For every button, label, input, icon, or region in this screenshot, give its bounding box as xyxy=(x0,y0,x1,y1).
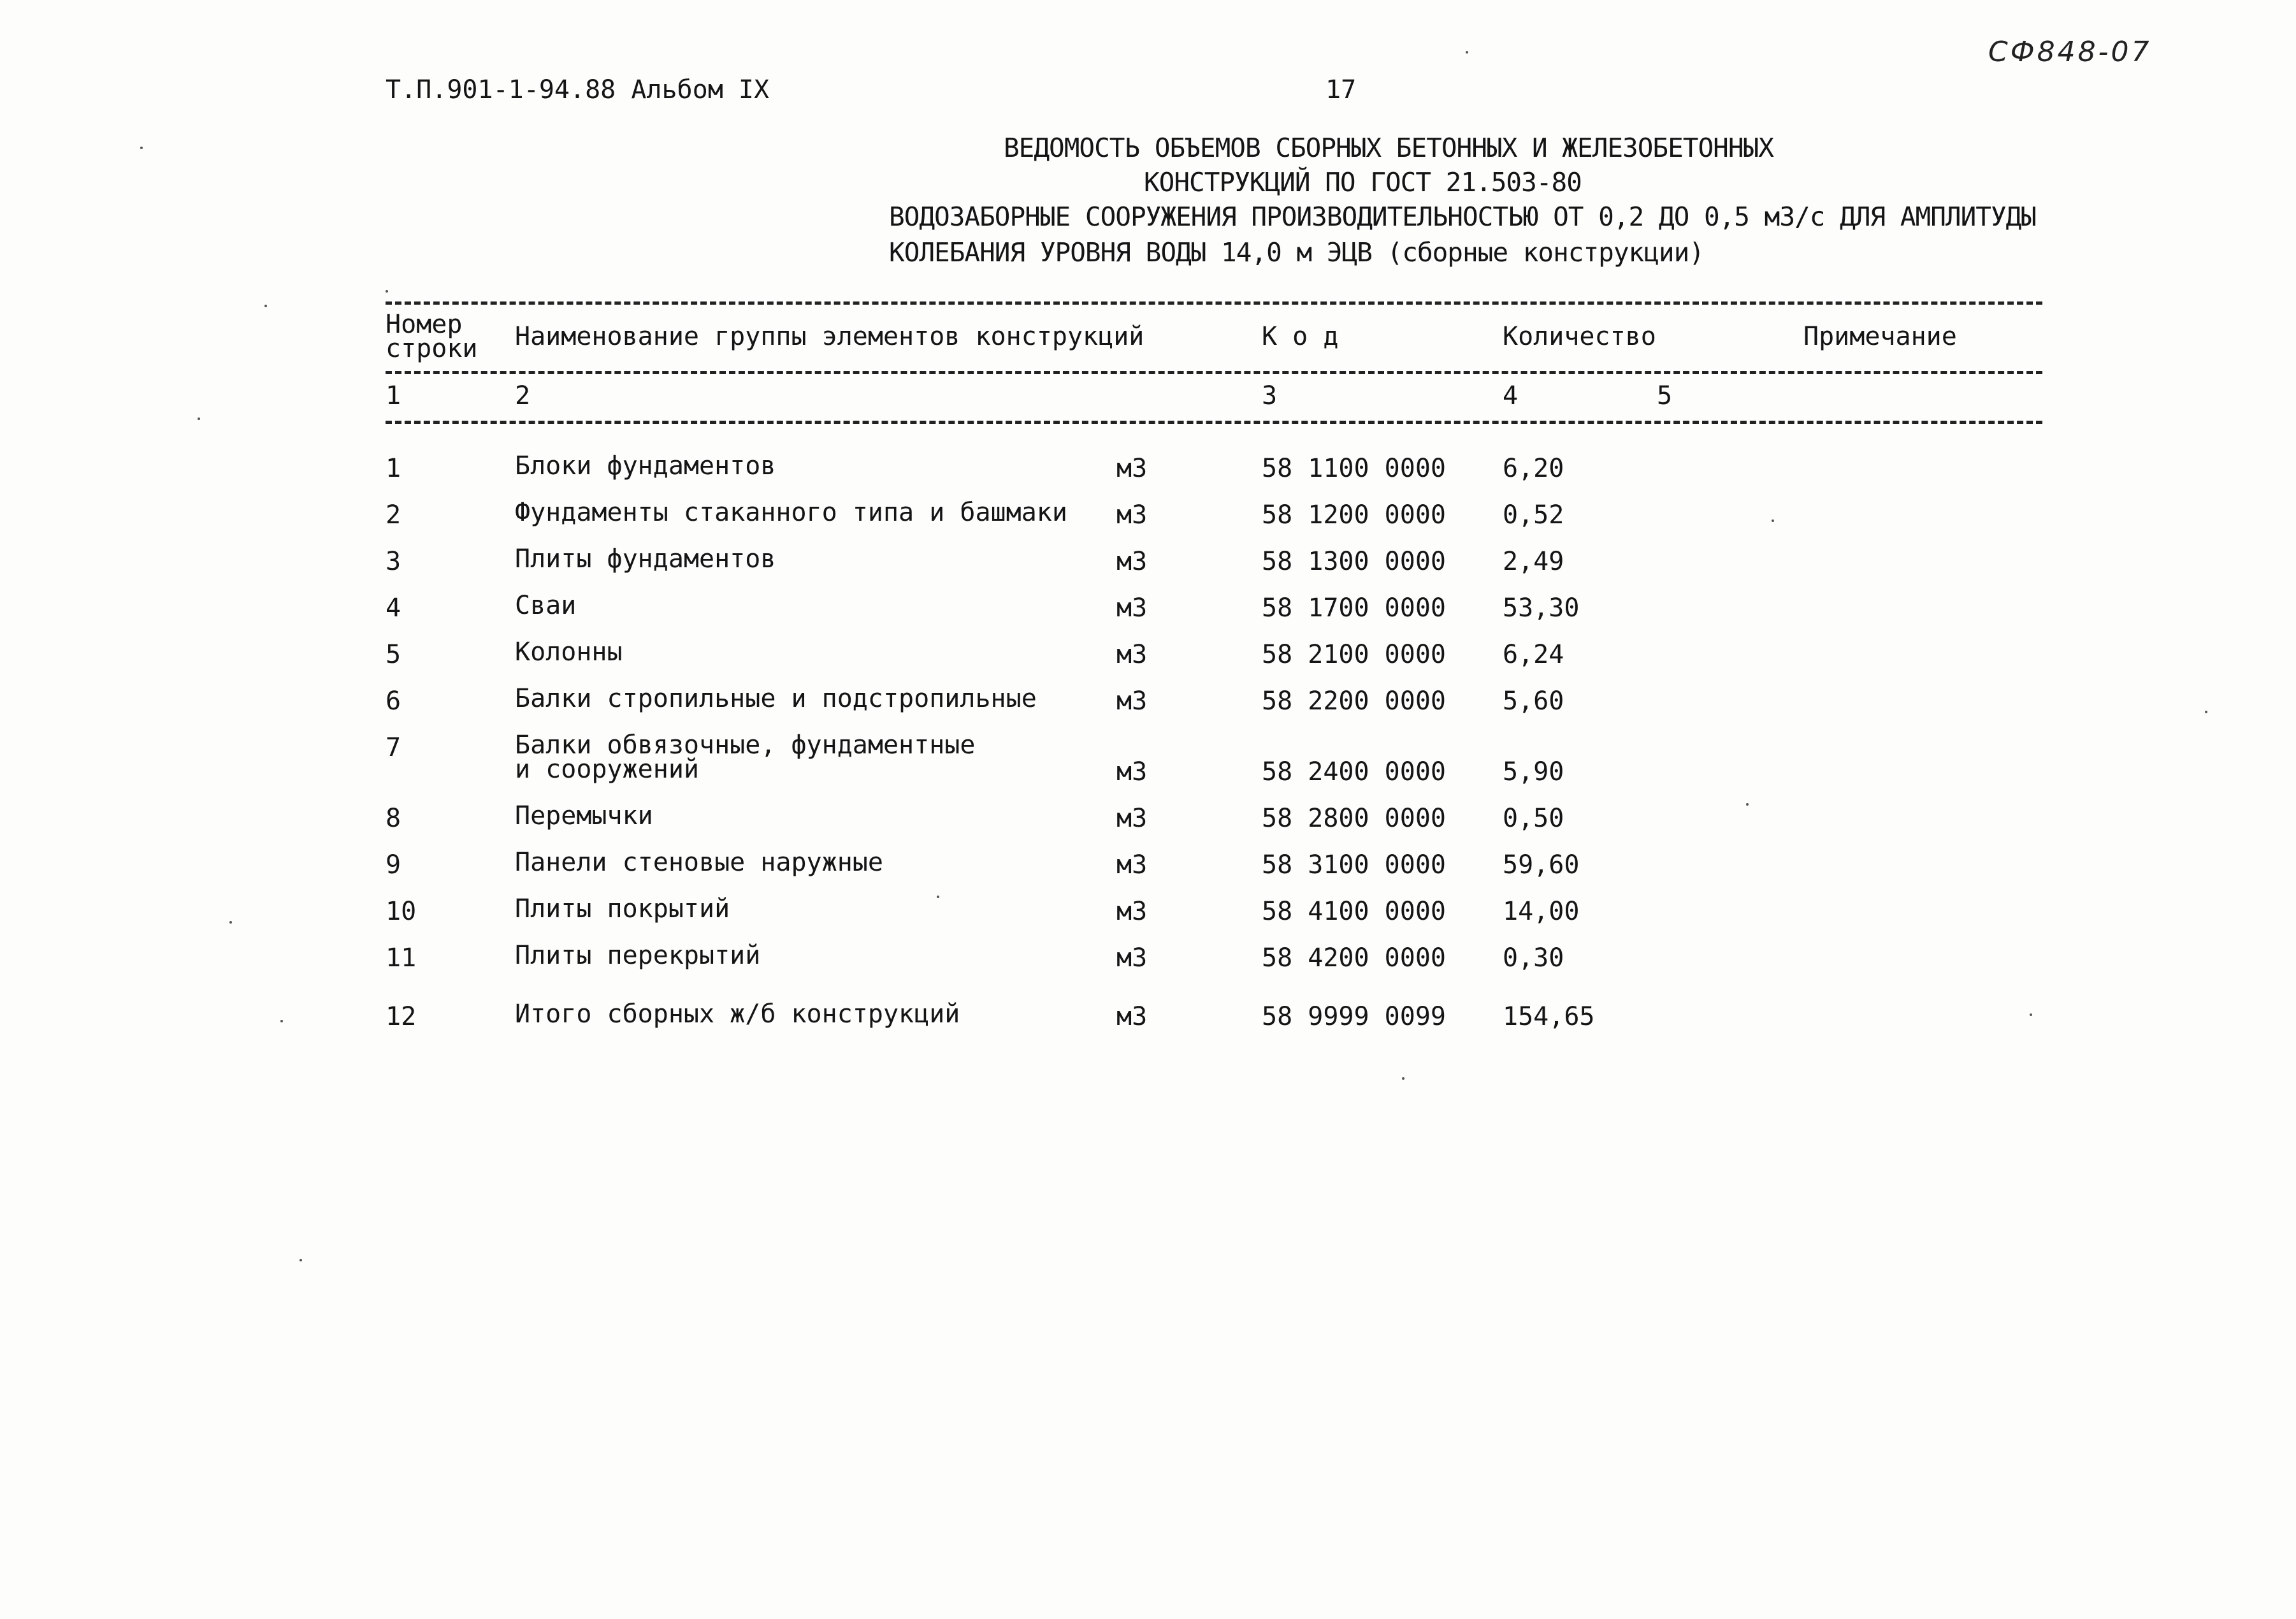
row-code: 58 4200 0000 xyxy=(1262,943,1446,973)
row-quantity: 5,60 xyxy=(1503,686,1564,716)
row-code: 58 2400 0000 xyxy=(1262,757,1446,787)
row-number: 7 xyxy=(386,733,401,762)
row-unit: м3 xyxy=(1116,897,1148,926)
row-unit: м3 xyxy=(1116,547,1148,576)
row-code: 58 1200 0000 xyxy=(1262,500,1446,530)
scan-speck xyxy=(198,417,200,420)
row-code: 58 1300 0000 xyxy=(1262,547,1446,576)
scan-speck xyxy=(937,896,939,898)
row-unit: м3 xyxy=(1116,500,1148,530)
page-number: 17 xyxy=(1325,75,1357,105)
scan-speck xyxy=(2030,1013,2032,1016)
row-name: Балки стропильные и подстропильные xyxy=(515,684,1037,713)
row-name: Плиты перекрытий xyxy=(515,941,761,970)
scan-speck xyxy=(229,921,232,924)
header-name: Наименование группы элементов конструкций xyxy=(515,322,1144,351)
row-name: Перемычки xyxy=(515,801,653,831)
row-unit: м3 xyxy=(1116,686,1148,716)
table-top-rule xyxy=(386,301,2042,305)
row-name: Панели стеновые наружные xyxy=(515,848,883,877)
row-unit: м3 xyxy=(1116,804,1148,833)
row-unit: м3 xyxy=(1116,593,1148,623)
scan-speck xyxy=(2205,711,2207,713)
row-code: 58 9999 0099 xyxy=(1262,1002,1446,1031)
header-code: К о д xyxy=(1262,322,1339,351)
row-name: Колонны xyxy=(515,637,623,667)
row-number: 8 xyxy=(386,804,401,833)
scan-speck xyxy=(264,305,267,307)
row-number: 9 xyxy=(386,850,401,880)
scan-speck xyxy=(1402,1077,1404,1080)
row-quantity: 6,24 xyxy=(1503,640,1564,669)
scan-speck xyxy=(300,1259,302,1261)
row-code: 58 2800 0000 xyxy=(1262,804,1446,833)
row-name: Плиты покрытий xyxy=(515,894,730,924)
row-code: 58 3100 0000 xyxy=(1262,850,1446,880)
row-number: 4 xyxy=(386,593,401,623)
row-unit: м3 xyxy=(1116,943,1148,973)
row-code: 58 2100 0000 xyxy=(1262,640,1446,669)
table-header-rule xyxy=(386,371,2042,374)
scan-speck xyxy=(1772,519,1774,522)
header-row-number: Номер строки xyxy=(386,310,478,363)
column-number-4: 4 xyxy=(1503,381,1519,410)
scan-speck xyxy=(280,1020,283,1022)
column-number-3: 3 xyxy=(1262,381,1278,410)
row-number: 6 xyxy=(386,686,401,716)
row-quantity: 14,00 xyxy=(1503,897,1580,926)
row-quantity: 2,49 xyxy=(1503,547,1564,576)
row-quantity: 0,52 xyxy=(1503,500,1564,530)
row-code: 58 1100 0000 xyxy=(1262,454,1446,483)
scan-speck xyxy=(1466,51,1468,54)
row-quantity: 154,65 xyxy=(1503,1002,1595,1031)
row-unit: м3 xyxy=(1116,757,1148,787)
row-quantity: 59,60 xyxy=(1503,850,1580,880)
row-unit: м3 xyxy=(1116,640,1148,669)
row-number: 5 xyxy=(386,640,401,669)
scan-speck xyxy=(140,147,143,149)
row-quantity: 0,50 xyxy=(1503,804,1564,833)
row-name-continuation: и сооружений xyxy=(515,755,699,784)
archive-stamp: СФ848-07 xyxy=(1988,36,2152,68)
row-code: 58 4100 0000 xyxy=(1262,897,1446,926)
row-quantity: 53,30 xyxy=(1503,593,1580,623)
row-number: 3 xyxy=(386,547,401,576)
row-number: 1 xyxy=(386,454,401,483)
row-number: 2 xyxy=(386,500,401,530)
title-line-2: КОНСТРУКЦИЙ ПО ГОСТ 21.503-80 xyxy=(1144,167,1582,198)
row-name: Фундаменты стаканного типа и башмаки xyxy=(515,498,1067,527)
scan-speck xyxy=(386,290,388,293)
row-name: Блоки фундаментов xyxy=(515,451,776,481)
title-line-3: ВОДОЗАБОРНЫЕ СООРУЖЕНИЯ ПРОИЗВОДИТЕЛЬНОСТЬЮ ОТ 0,2 ДО 0,5 м3/с ДЛЯ АМПЛИТУДЫ xyxy=(889,201,2036,232)
row-code: 58 2200 0000 xyxy=(1262,686,1446,716)
column-number-2: 2 xyxy=(515,381,531,410)
column-number-1: 1 xyxy=(386,381,401,410)
row-name: Итого сборных ж/б конструкций xyxy=(515,999,960,1029)
row-code: 58 1700 0000 xyxy=(1262,593,1446,623)
row-unit: м3 xyxy=(1116,454,1148,483)
row-quantity: 0,30 xyxy=(1503,943,1564,973)
row-unit: м3 xyxy=(1116,850,1148,880)
title-line-4: КОЛЕБАНИЯ УРОВНЯ ВОДЫ 14,0 м ЭЦВ (сборные конструкции) xyxy=(889,237,1704,268)
scan-speck xyxy=(1746,803,1749,806)
header-quantity: Количество xyxy=(1503,322,1656,351)
title-line-1: ВЕДОМОСТЬ ОБЪЕМОВ СБОРНЫХ БЕТОННЫХ И ЖЕЛЕЗОБЕТОННЫХ xyxy=(1004,133,1773,163)
table-columns-rule xyxy=(386,421,2042,424)
column-number-5: 5 xyxy=(1657,381,1673,410)
row-quantity: 6,20 xyxy=(1503,454,1564,483)
row-unit: м3 xyxy=(1116,1002,1148,1031)
row-name: Плиты фундаментов xyxy=(515,544,776,574)
row-number: 12 xyxy=(386,1002,417,1031)
row-number: 10 xyxy=(386,897,417,926)
header-note: Примечание xyxy=(1803,322,1957,351)
document-reference: Т.П.901-1-94.88 Альбом IX xyxy=(386,75,770,105)
row-quantity: 5,90 xyxy=(1503,757,1564,787)
row-name: Сваи xyxy=(515,591,577,620)
row-number: 11 xyxy=(386,943,417,973)
row-name: Балки обвязочные, фундаментные xyxy=(515,730,976,760)
